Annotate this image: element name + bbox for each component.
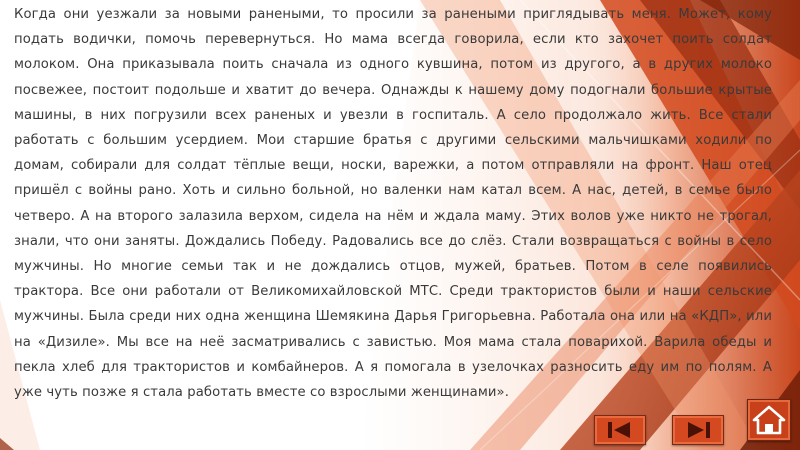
home-button[interactable] (747, 399, 791, 441)
story-paragraph: Когда они уезжали за новыми ранеными, то просили за ранеными приглядывать меня. Может, кому подать водички, помочь перевернуться. Но мама всегда говорила, если кто захочет поить солдат молоком. Она приказывала поить сначала из одного кувшина, потом из другого, а в других молоко посвежее, постоит подольше и хватит до вечера. Однажды к нашему дому подогнали большие крытые машины, в них погрузили всех раненых и увезли в госпиталь. А село продолжало жить. Все стали работать с большим усердием. Мои старшие братья с другими сельскими мальчишками ходили по домам, собирали для солдат тёплые вещи, носки, варежки, а потом отправляли на фронт. Наш отец пришёл с войны рано. Хоть и сильно больной, но валенки нам катал всем. А нас, детей, в семье было четверо. А на второго залазила верхом, сидела на нём и ждала маму. Этих волов уже никто не трогал, знали, что они заняты. Дождались Победу. Радовались все до слёз. Стали возвращаться с войны в село мужчины. Но многие семьи так и не дождались отцов, мужей, братьев. Потом в селе появились трактора. Все они работали от Великомихайловской МТС. Среди трактористов были и наши сельские мужчины. Была среди них одна женщина Шемякина Дарья Григорьевна. Работала она или на «КДП», или на «Дизиле». Мы все на неё засматривались с завистью. Моя мама стала поварихой. Варила обеды и пекла хлеб для трактористов и комбайнеров. А я помогала в узелочках разносить еду им по полям. А уже чуть позже я стала работать вместе со взрослыми женщинами». (14, 7, 772, 401)
next-button[interactable] (672, 415, 724, 445)
home-icon (748, 400, 790, 440)
text-content (14, 2, 772, 405)
skip-back-icon (595, 416, 645, 444)
previous-button[interactable] (594, 415, 646, 445)
skip-forward-icon (673, 416, 723, 444)
